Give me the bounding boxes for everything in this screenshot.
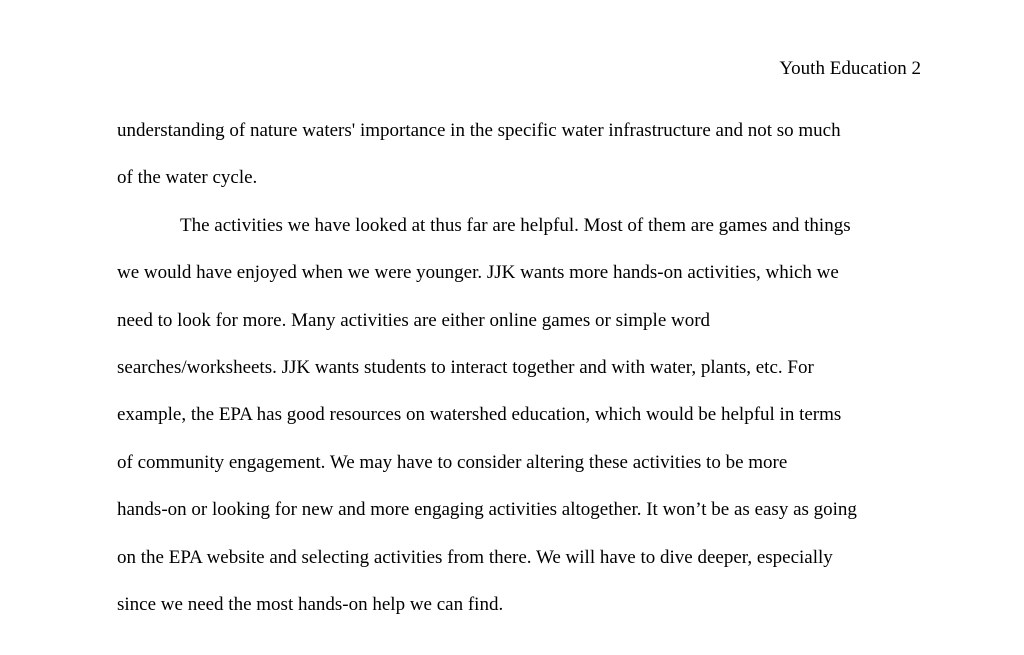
paragraph-line: need to look for more. Many activities are either online games or simple word [117, 309, 711, 331]
paragraph-first-line: The activities we have looked at thus far are helpful. Most of them are games and things [180, 214, 851, 236]
paragraph-line: of community engagement. We may have to consider altering these activities to be more [117, 451, 788, 473]
paragraph-line: since we need the most hands-on help we can find. [117, 593, 504, 615]
paragraph-line: understanding of nature waters' importance in the specific water infrastructure and not so much [117, 120, 841, 141]
paragraph-line: on the EPA website and selecting activities from there. We will have to dive deeper, especially [117, 546, 833, 568]
body-text [117, 107, 923, 628]
paragraph-line: of the water cycle. [117, 167, 258, 189]
paragraph-line: hands-on or looking for new and more engaging activities altogether. It won’t be as easy as going [117, 499, 857, 521]
running-head: Youth Education 2 [779, 58, 921, 79]
paragraph-line: we would have enjoyed when we were younger. JJK wants more hands-on activities, which we [117, 262, 839, 284]
paragraph-line: example, the EPA has good resources on watershed education, which would be helpful in terms [117, 404, 842, 426]
paragraph-line: searches/worksheets. JJK wants students to interact together and with water, plants, etc. For [117, 356, 814, 378]
